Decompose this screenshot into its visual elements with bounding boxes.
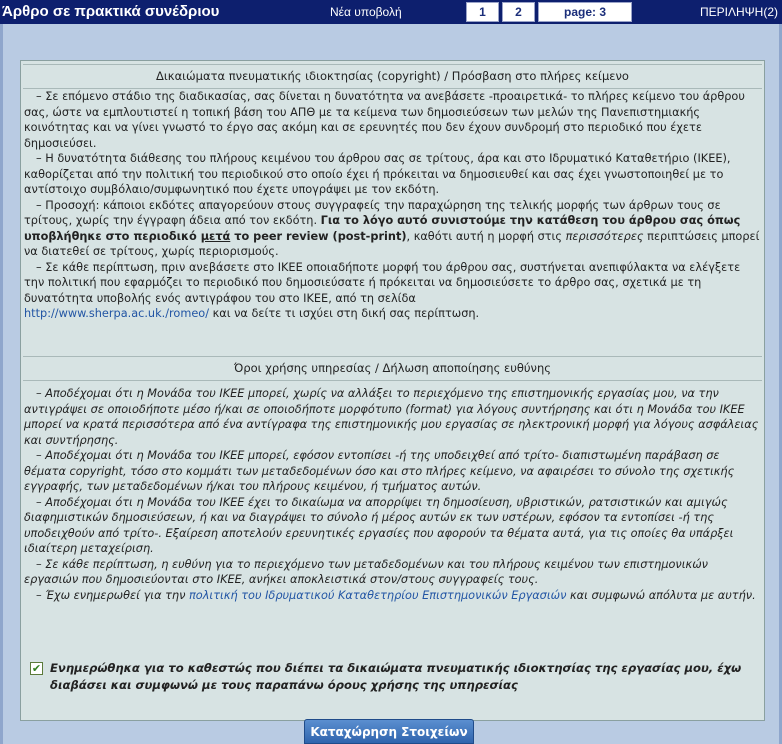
submit-button[interactable]: Καταχώρηση Στοιχείων — [304, 719, 474, 744]
copyright-p3-text-b: , καθότι αυτή η μορφή στις — [406, 229, 566, 243]
copyright-paragraph-1: – Σε επόμενο στάδιο της διαδικασίας, σας δίνεται η δυνατότητα να ανεβάσετε -προαιρετικά- το πλήρες κείμενο του άρθρου σας, ώστε να εμπλουτιστεί η τοπική βάση του ΑΠΘ με τα κείμενα των δημοσιεύσεων των μελών της Πανεπιστημιακής κοινότητας και να γίνει γνωστό το έργο σας ακόμη και σε ερευνητές που δεν έχουν συνδρομή στο περιοδικό που έχετε δημοσιεύσει. — [24, 90, 745, 150]
current-page-indicator: page: 3 — [538, 2, 632, 22]
consent-label: Ενημερώθηκα για το καθεστώς που διέπει τα δικαιώματα πνευματικής ιδιοκτησίας της εργασίας μου, έχω διαβάσει και συμφωνώ με τους παραπάνω όρους χρήσης της υπηρεσίας — [50, 661, 742, 692]
main-frame — [0, 24, 782, 744]
copyright-paragraph-4 — [24, 260, 761, 322]
terms-paragraph-4: – Σε κάθε περίπτωση, η ευθύνη για το περιεχόμενο των μεταδεδομένων και του πλήρους κειμένου των επιστημονικών εργασιών που δημοσιεύονται στο ΙΚΕΕ, ανήκει αποκλειστικά στον/στους συγγραφείς τους. — [24, 557, 708, 586]
terms-paragraph-3: – Αποδέχομαι ότι η Μονάδα του ΙΚΕΕ έχει το δικαίωμα να απορρίψει τη δημοσίευση, υβριστικών, ρατσιστικών και αμιγώς διαφημιστικών δημοσιεύσεων, ή και να διαγράψει το σύνολο ή μέρος αυτών εκ των υστέρων, εφόσον τα εντοπίσει -ή της υποδειχθούν από τρίτο-. Εξαίρεση αποτελούν ερευνητικές εργασίες που αφορούν τα θέματα αυτά, για τις οποίες θα υπάρξει ιδιαίτερη μεταχείριση. — [24, 495, 734, 555]
terms-panel — [20, 60, 765, 721]
sherpa-romeo-link[interactable]: http://www.sherpa.ac.uk./romeo/ — [24, 307, 210, 320]
summary-link[interactable]: ΠΕΡΙΛΗΨΗ(2) — [699, 5, 778, 19]
copyright-p3-bold-a: Για το λόγο αυτό συνιστούμε την κατάθεση του άρθρου σας όπως υποβλήθηκε στο περιοδικό — [24, 214, 741, 243]
terms-paragraph-1: – Αποδέχομαι ότι η Μονάδα του ΙΚΕΕ μπορεί, χωρίς να αλλάξει το περιεχόμενο της επιστημονικής εργασίας μου, να την αντιγράψει σε οποιοδήποτε μέσο ή/και σε οποιοδήποτε μορφότυπο (format) για λόγους συντήρησης και ότι η Μονάδα του ΙΚΕΕ μπορεί να κρατά περισσότερα από ένα αντίγραφα της επιστημονικής μου εργασίας σε ηλεκτρονική μορφή για λόγους ασφάλειας και συντήρησης. — [24, 387, 759, 447]
new-submission-link[interactable]: Νέα υποβολή — [330, 5, 402, 19]
terms-p5-text-a: – Έχω ενημερωθεί για την — [36, 588, 189, 602]
copyright-p4-text-a: – Σε κάθε περίπτωση, πριν ανεβάσετε στο ΙΚΕΕ οποιαδήποτε μορφή του άρθρου σας, συστήνεται ανεπιφύλακτα να ελέγξετε την πολιτική που εφαρμόζει το περιοδικό που δημοσιεύσατε ή πρόκειται να δημοσιεύσετε το άρθρο σας, σχετικά με τη δυνατότητα υποβολής ενός αντιγράφου του στο ΙΚΕΕ, από τη σελίδα — [24, 260, 741, 305]
page-1-button[interactable]: 1 — [466, 2, 499, 22]
copyright-p3-text-a: – Προσοχή: κάποιοι εκδότες απαγορεύουν στους συγγραφείς την παραχώρηση της τελικής μορφής των άρθρων τους σε τρίτους, χωρίς την έγγραφη άδεια από τον εκδότη. — [24, 198, 721, 227]
check-mark-icon: ✔ — [31, 662, 42, 675]
repository-policy-link[interactable]: πολιτική του Ιδρυματικού Καταθετηρίου Επιστημονικών Εργασιών — [188, 588, 567, 602]
terms-p5-text-b: και συμφωνώ απόλυτα με αυτήν. — [566, 588, 756, 602]
terms-heading: Όροι χρήσης υπηρεσίας / Δήλωση αποποίησης ευθύνης — [23, 356, 762, 381]
copyright-paragraph-3 — [24, 198, 761, 260]
copyright-p3-italic: περισσότερες — [565, 229, 644, 243]
page-2-button[interactable]: 2 — [502, 2, 535, 22]
page-title: Άρθρο σε πρακτικά συνέδριου — [2, 3, 220, 20]
terms-paragraph-5 — [24, 588, 761, 604]
copyright-p4-text-b: και να δείτε τι ισχύει στη δική σας περίπτωση. — [209, 307, 480, 320]
terms-text — [24, 386, 761, 603]
copyright-p3-text-c: περιπτώσεις μπορεί να διατεθεί σε τρίτους, χωρίς περιορισμούς. — [24, 229, 760, 258]
copyright-heading: Δικαιώματα πνευματικής ιδιοκτησίας (copyright) / Πρόσβαση στο πλήρες κείμενο — [23, 64, 762, 89]
terms-paragraph-2: – Αποδέχομαι ότι η Μονάδα του ΙΚΕΕ μπορεί, εφόσον εντοπίσει -ή της υποδειχθεί από τρίτο- διαπιστωμένη παράβαση σε θέματα copyright, τόσο στο κομμάτι των μεταδεδομένων όσο και στο πλήρες κείμενο, να αφαιρέσει το σύνολο της σχετικής εγγραφής, των μεταδεδομένων ή/και του πλήρους κειμένου, ή τμήματος αυτών. — [24, 449, 735, 493]
copyright-p3-bold-b: το peer review (post-print) — [230, 229, 407, 243]
copyright-paragraph-2: – Η δυνατότητα διάθεσης του πλήρους κειμένου του άρθρου σας σε τρίτους, άρα και στο Ιδρυματικό Καταθετήριο (ΙΚΕΕ), καθορίζεται από την πολιτική του περιοδικού στο οποίο έχει ή πρόκειται να δημοσιευθεί και σας έχει γνωστοποιηθεί με το αντίστοιχο συμβόλαιο/συμφωνητικό που έχετε υπογράψει με τον εκδότη. — [24, 152, 731, 196]
copyright-p3-underlined: μετά — [200, 229, 231, 243]
copyright-text — [24, 89, 761, 322]
top-bar — [0, 0, 782, 24]
page-navigation — [466, 2, 632, 22]
consent-checkbox[interactable] — [30, 662, 43, 675]
consent-row — [26, 660, 758, 694]
